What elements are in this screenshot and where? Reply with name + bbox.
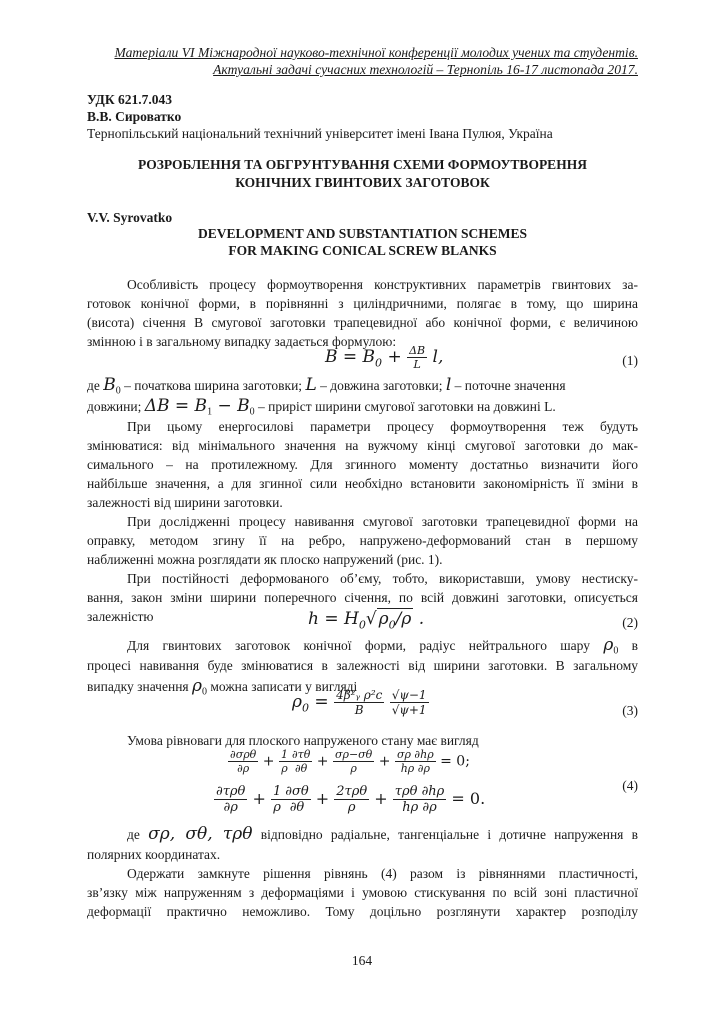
running-header-line-1: Матеріали VI Міжнародної науково-технічної конференції молодих учених та студентів. bbox=[114, 45, 638, 60]
equation-2: $h = H_0√$ $\rho_0/\rho$ . bbox=[308, 609, 425, 632]
p7-line-2: зв’язку між напруженням з деформаціями і умовою стискування по всій зоні пластичної bbox=[87, 885, 638, 900]
p1-line-2: готовок конічної форми, в порівнянні з циліндричними, полягає в тому, що ширина bbox=[87, 296, 638, 311]
title-ua-line-2: КОНІЧНИХ ГВИНТОВИХ ЗАГОТОВОК bbox=[235, 175, 490, 190]
equation-4-row-2: $\frac{\text{∂τρθ}}{\partial\rho}$ + $\frac{1}{\rho}$ $\frac{\partial\sigma\theta}{\partial\theta}$ + $\frac{\text{2τρθ}}{\rho}$ + $\frac{\text{τρθ ∂hρ}}{h\rho \partial\rho}$ = 0. bbox=[216, 784, 486, 815]
p1-line-4: змінною і в загальному випадку задається формулою: bbox=[87, 334, 397, 349]
title-en-line-2: FOR MAKING CONICAL SCREW BLANKS bbox=[228, 243, 497, 258]
equation-4-number: (4) bbox=[622, 778, 638, 793]
eq4-definitions-line-2: полярних координатах. bbox=[87, 847, 221, 862]
p2-line-5: залежності від ширини заготовки. bbox=[87, 495, 283, 510]
p2-line-4: найбільше значення, а для згинної сили необхідно встановити закономірність її зміни в bbox=[87, 476, 638, 491]
eq1-definitions-line-2: довжини; $\Delta B = B_1 - B_0$ – приріст ширини смугової заготовки на довжині L. bbox=[87, 396, 556, 418]
p2-line-3: симального – на протилежному. Для згинного моменту достатньо визначити його bbox=[87, 457, 638, 472]
eq4-definitions-line-1: де σρ, σθ, τρθ відповідно радіальне, тангенціальне і дотичне напруження в bbox=[127, 824, 638, 844]
p3-line-3: наближенні можна розглядати як плоско напружений (рис. 1). bbox=[87, 552, 443, 567]
p3-line-2: оправку, методом згину її на ребро, напружено-деформований стан в першому bbox=[87, 533, 638, 548]
p5-line-1: Для гвинтових заготовок конічної форми, радіус нейтрального шару $\rho_0$ в bbox=[127, 635, 639, 657]
p7-line-1: Одержати замкнуте рішення рівнянь (4) разом із рівняннями пластичності, bbox=[127, 866, 638, 881]
eq1-definitions-line-1: де $B_0$ – початкова ширина заготовки; L – довжина заготовки; l – поточне значення bbox=[87, 375, 566, 397]
p4-line-1: При постійності деформованого об’єму, тобто, використавши, умову нестиску- bbox=[127, 571, 638, 586]
equation-4-row-1: $\frac{\text{∂σρθ}}{\partial\rho}$ + $\frac{1}{\rho}$ $\frac{\partial\tau\theta}{\partial\theta}$ + $\frac{\sigma\rho-\sigma\theta}{\rho}$ + $\frac{\sigma\rho \partial h\rho}{h\rho \partial\rho}$ = 0; bbox=[230, 748, 470, 775]
p2-line-2: змінюватися: від мінімального значення на вужчому кінці смугової заготовки до мак- bbox=[87, 438, 638, 453]
p5-line-2: процесі навивання буде змінюватися в залежності від ширини заготовки. В загальному bbox=[87, 658, 638, 673]
equation-2-number: (2) bbox=[622, 615, 638, 630]
equation-1-number: (1) bbox=[622, 353, 638, 368]
p7-line-3: деформації практично неможливо. Тому доцільно розглянути характер розподілу bbox=[87, 904, 638, 919]
p5-line-3: випадку значення $\rho_0$ можна записати у вигляді bbox=[87, 676, 358, 698]
p3-line-1: При дослідженні процесу навивання смугової заготовки трапецевидної форми на bbox=[127, 514, 638, 529]
title-en-line-1: DEVELOPMENT AND SUBSTANTIATION SCHEMES bbox=[198, 226, 527, 241]
p1-line-3: (висота) січення B смугової заготовки трапецевидної або конічної форми, є величиною bbox=[87, 315, 638, 330]
udk-code: УДК 621.7.043 bbox=[87, 92, 172, 107]
p6-line-1: Умова рівноваги для плоского напруженого стану має вигляд bbox=[127, 733, 479, 748]
title-ua-line-1: РОЗРОБЛЕННЯ ТА ОБГРУНТУВАННЯ СХЕМИ ФОРМОУТВОРЕННЯ bbox=[138, 157, 587, 172]
equation-3: $\rho_0$ = $\frac{\text{4β²ᵧ ρ²c}}{B}$ $\frac{√\psi-1}{√\psi+1}$ bbox=[292, 688, 427, 717]
p1-line-1: Особливість процесу формоутворення конструктивних параметрів гвинтових за- bbox=[127, 277, 638, 292]
running-header-line-2: Актуальні задачі сучасних технологій – Тернопіль 16-17 листопада 2017. bbox=[213, 62, 638, 77]
equation-3-number: (3) bbox=[622, 703, 638, 718]
author-ua: В.В. Сироватко bbox=[87, 109, 182, 124]
p4-line-3: залежністю bbox=[87, 609, 154, 624]
p2-line-1: При цьому енергосилові параметри процесу формоутворення теж будуть bbox=[127, 419, 638, 434]
p4-line-2: вання, закон зміни ширини поперечного січення, по всій довжині заготовки, описується bbox=[87, 590, 638, 605]
equation-1: $B = B_0$ + $\frac{\Delta B}{L}$ l, bbox=[325, 344, 444, 371]
page-number: 164 bbox=[351, 953, 373, 968]
author-en: V.V. Syrovatko bbox=[87, 210, 173, 225]
affiliation: Тернопільський національний технічний університет імені Івана Пулюя, Україна bbox=[87, 126, 553, 141]
